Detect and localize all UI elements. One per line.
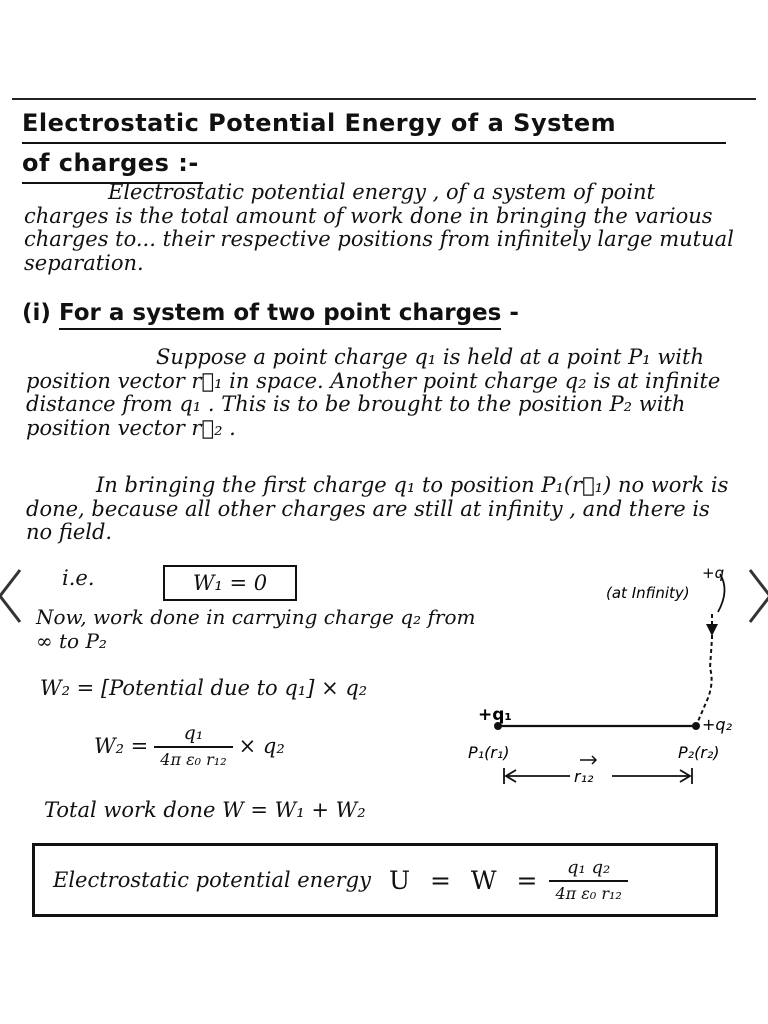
- ie-label: i.e.: [62, 566, 95, 590]
- w2-multiplier: × q₂: [238, 733, 285, 758]
- intro-paragraph: [24, 181, 744, 275]
- w2-definition: W₂ = [Potential due to q₁] × q₂: [40, 676, 368, 700]
- w2-equation: [94, 722, 285, 769]
- q2-point: [692, 722, 700, 730]
- section-heading-dash: -: [509, 300, 519, 326]
- w2-lhs: W₂ =: [94, 733, 149, 758]
- suppose-paragraph: [26, 346, 738, 440]
- section-heading: [22, 300, 742, 326]
- work-now-text: Now, work done in carrying charge q₂ from ∞ to P₂: [36, 605, 476, 653]
- first-charge-text: In bringing the first charge q₁ to position P₁(r⃗₁) no work is done, because all other charges are still at infinity , and there is no field.: [26, 473, 729, 544]
- q2-label: +q₂: [702, 715, 732, 734]
- w2-numerator: q₁: [183, 722, 204, 744]
- two-charge-diagram: [440, 560, 760, 800]
- r12-label: r₁₂: [574, 767, 594, 786]
- suppose-text: Suppose a point charge q₁ is held at a point P₁ with position vector r⃗₁ in space. Another point charge q₂ is at infinite distance from q₁ . This is to be brought to the position P₂ with position vector r⃗₂ .: [26, 345, 721, 440]
- page-title: [22, 104, 742, 184]
- total-work-equation: Total work done W = W₁ + W₂: [44, 798, 366, 822]
- result-denominator: 4π ε₀ r₁₂: [549, 880, 627, 903]
- result-box: [32, 843, 718, 917]
- w1-boxed-equation: W₁ = 0: [163, 565, 297, 601]
- p2-label: P₂(r₂): [678, 743, 720, 762]
- intro-text: Electrostatic potential energy , of a system of point charges is the total amount of work done in bringing the various charges to... their respective positions from infinitely large mutual separation.: [24, 180, 734, 275]
- r12-vector-mark: [580, 756, 596, 764]
- p1-label: P₁(r₁): [468, 743, 510, 762]
- top-charge-label: +q: [702, 564, 725, 582]
- result-label: Electrostatic potential energy: [53, 868, 371, 892]
- title-line-1: Electrostatic Potential Energy of a System: [22, 104, 726, 144]
- result-equals: U = W =: [388, 865, 544, 895]
- top-divider: [12, 98, 756, 100]
- section-heading-text: For a system of two point charges: [59, 300, 501, 330]
- w2-denominator: 4π ε₀ r₁₂: [154, 746, 232, 769]
- path-arrow-icon: [706, 624, 718, 636]
- result-numerator: q₁ q₂: [567, 857, 611, 878]
- first-charge-paragraph: [26, 474, 738, 545]
- previous-page-icon[interactable]: [0, 566, 24, 626]
- w2-fraction: [154, 722, 232, 769]
- at-infinity-label: (at Infinity): [606, 584, 690, 602]
- title-line-2: of charges :-: [22, 144, 203, 184]
- q1-label: +q₁: [478, 705, 512, 725]
- result-fraction: [549, 857, 627, 903]
- section-number: (i): [22, 300, 51, 326]
